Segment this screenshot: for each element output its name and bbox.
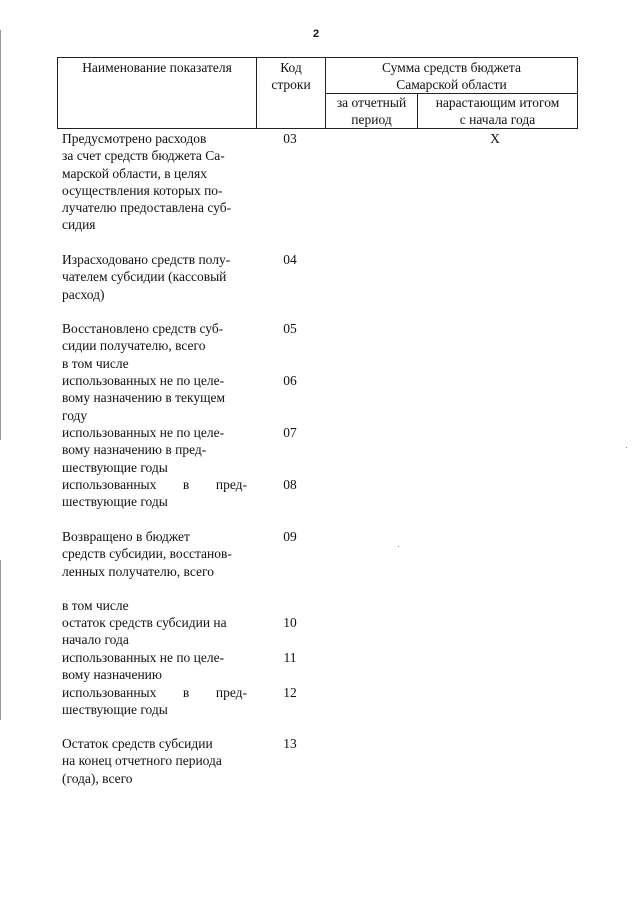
row-label-13 bbox=[62, 735, 247, 787]
row-including-line-1: в том числе bbox=[62, 598, 129, 613]
row-05-line-1: Восстановлено средств суб- bbox=[62, 321, 224, 336]
header-code-line2: строки bbox=[271, 77, 311, 92]
header-name: Наименование показателя bbox=[82, 60, 232, 75]
header-top-border bbox=[57, 57, 578, 58]
row-10-line-1: остаток средств субсидии на bbox=[62, 615, 227, 630]
row-04-line-3: расход) bbox=[62, 286, 105, 302]
row-07-line-2: вому назначению в пред- bbox=[62, 442, 207, 458]
scan-edge-mark-bottom bbox=[0, 560, 1, 720]
row-03-line-3: марской области, в целях bbox=[62, 165, 207, 181]
row-code-04: 04 bbox=[283, 252, 297, 267]
row-03-line-4: осуществления которых по- bbox=[62, 182, 223, 198]
header-sum-line1: Сумма средств бюджета bbox=[381, 60, 521, 75]
row-code-10: 10 bbox=[283, 615, 297, 630]
header-cumulative-line1: нарастающим итогом bbox=[435, 95, 560, 110]
row-10-line-2: начало года bbox=[62, 632, 129, 648]
row-13-line-1: Остаток средств субсидии bbox=[62, 736, 213, 751]
row-code-07: 07 bbox=[283, 425, 297, 440]
row-label-05 bbox=[62, 320, 247, 372]
row-label-including bbox=[62, 597, 247, 614]
row-label-04 bbox=[62, 251, 247, 303]
row-09-line-2: средств субсидии, восстанов- bbox=[62, 546, 232, 562]
header-code-line1: Код bbox=[280, 60, 302, 75]
header-bottom-border bbox=[57, 128, 578, 129]
row-code-12: 12 bbox=[283, 685, 297, 700]
label-word: в bbox=[182, 477, 190, 492]
header-cumulative-line2: с начала года bbox=[459, 112, 536, 127]
row-07-line-3: шествующие годы bbox=[62, 459, 168, 475]
row-04-line-2: чателем субсидии (кассовый bbox=[62, 269, 227, 285]
label-word: использованных bbox=[62, 477, 157, 492]
row-code-08: 08 bbox=[283, 477, 297, 492]
row-label-10 bbox=[62, 614, 247, 649]
row-07-line-1: использованных не по целе- bbox=[62, 425, 225, 440]
row-03-line-6: сидия bbox=[62, 217, 96, 233]
label-word: пред- bbox=[215, 685, 247, 700]
row-code-05: 05 bbox=[283, 321, 297, 336]
scan-edge-mark-top bbox=[0, 30, 1, 440]
row-label-07 bbox=[62, 424, 247, 476]
row-label-11 bbox=[62, 649, 247, 684]
row-11-line-1: использованных не по целе- bbox=[62, 650, 225, 665]
scan-speck bbox=[626, 447, 627, 448]
row-04-line-1: Израсходовано средств полу- bbox=[62, 252, 231, 267]
label-word: в bbox=[182, 685, 190, 700]
row-code-03: 03 bbox=[283, 131, 297, 146]
label-word: использованных bbox=[62, 685, 157, 700]
row-06-line-2: вому назначению в текущем bbox=[62, 390, 226, 406]
row-11-line-2: вому назначению bbox=[62, 667, 162, 683]
row-12-line-2: шествующие годы bbox=[62, 702, 168, 718]
row-03-line-5: лучателю предоставлена суб- bbox=[62, 200, 232, 216]
header-period-line1: за отчетный bbox=[336, 95, 407, 110]
row-label-03 bbox=[62, 130, 247, 234]
row-label-09 bbox=[62, 528, 247, 580]
label-word: пред- bbox=[215, 477, 247, 492]
header-period-line2: период bbox=[351, 112, 392, 127]
row-08-line-2: шествующие годы bbox=[62, 494, 168, 510]
row-03-line-2: за счет средств бюджета Са- bbox=[62, 148, 225, 164]
row-code-06: 06 bbox=[283, 373, 297, 388]
row-code-13: 13 bbox=[283, 736, 297, 751]
row-09-line-3: ленных получателю, всего bbox=[62, 563, 214, 579]
row-03-cumulative-x: X bbox=[490, 131, 500, 146]
row-05-line-2: сидии получателю, всего bbox=[62, 338, 206, 354]
row-code-11: 11 bbox=[283, 650, 297, 665]
row-08-line-1 bbox=[62, 476, 247, 493]
page-number: 2 bbox=[312, 28, 320, 40]
row-13-line-3: (года), всего bbox=[62, 770, 133, 786]
row-label-06 bbox=[62, 372, 247, 424]
header-right-border bbox=[577, 57, 578, 129]
header-sum-line2: Самарской области bbox=[396, 77, 507, 92]
row-09-line-1: Возвращено в бюджет bbox=[62, 529, 190, 544]
row-06-line-3: году bbox=[62, 407, 88, 423]
row-label-12 bbox=[62, 684, 247, 719]
row-code-09: 09 bbox=[283, 529, 297, 544]
row-06-line-1: использованных не по целе- bbox=[62, 373, 225, 388]
row-label-08 bbox=[62, 476, 247, 511]
scan-speck bbox=[398, 546, 399, 547]
row-03-line-1: Предусмотрено расходов bbox=[62, 131, 207, 146]
row-12-line-1 bbox=[62, 684, 247, 701]
row-05-line-3: в том числе bbox=[62, 355, 129, 371]
row-13-line-2: на конец отчетного периода bbox=[62, 753, 222, 769]
